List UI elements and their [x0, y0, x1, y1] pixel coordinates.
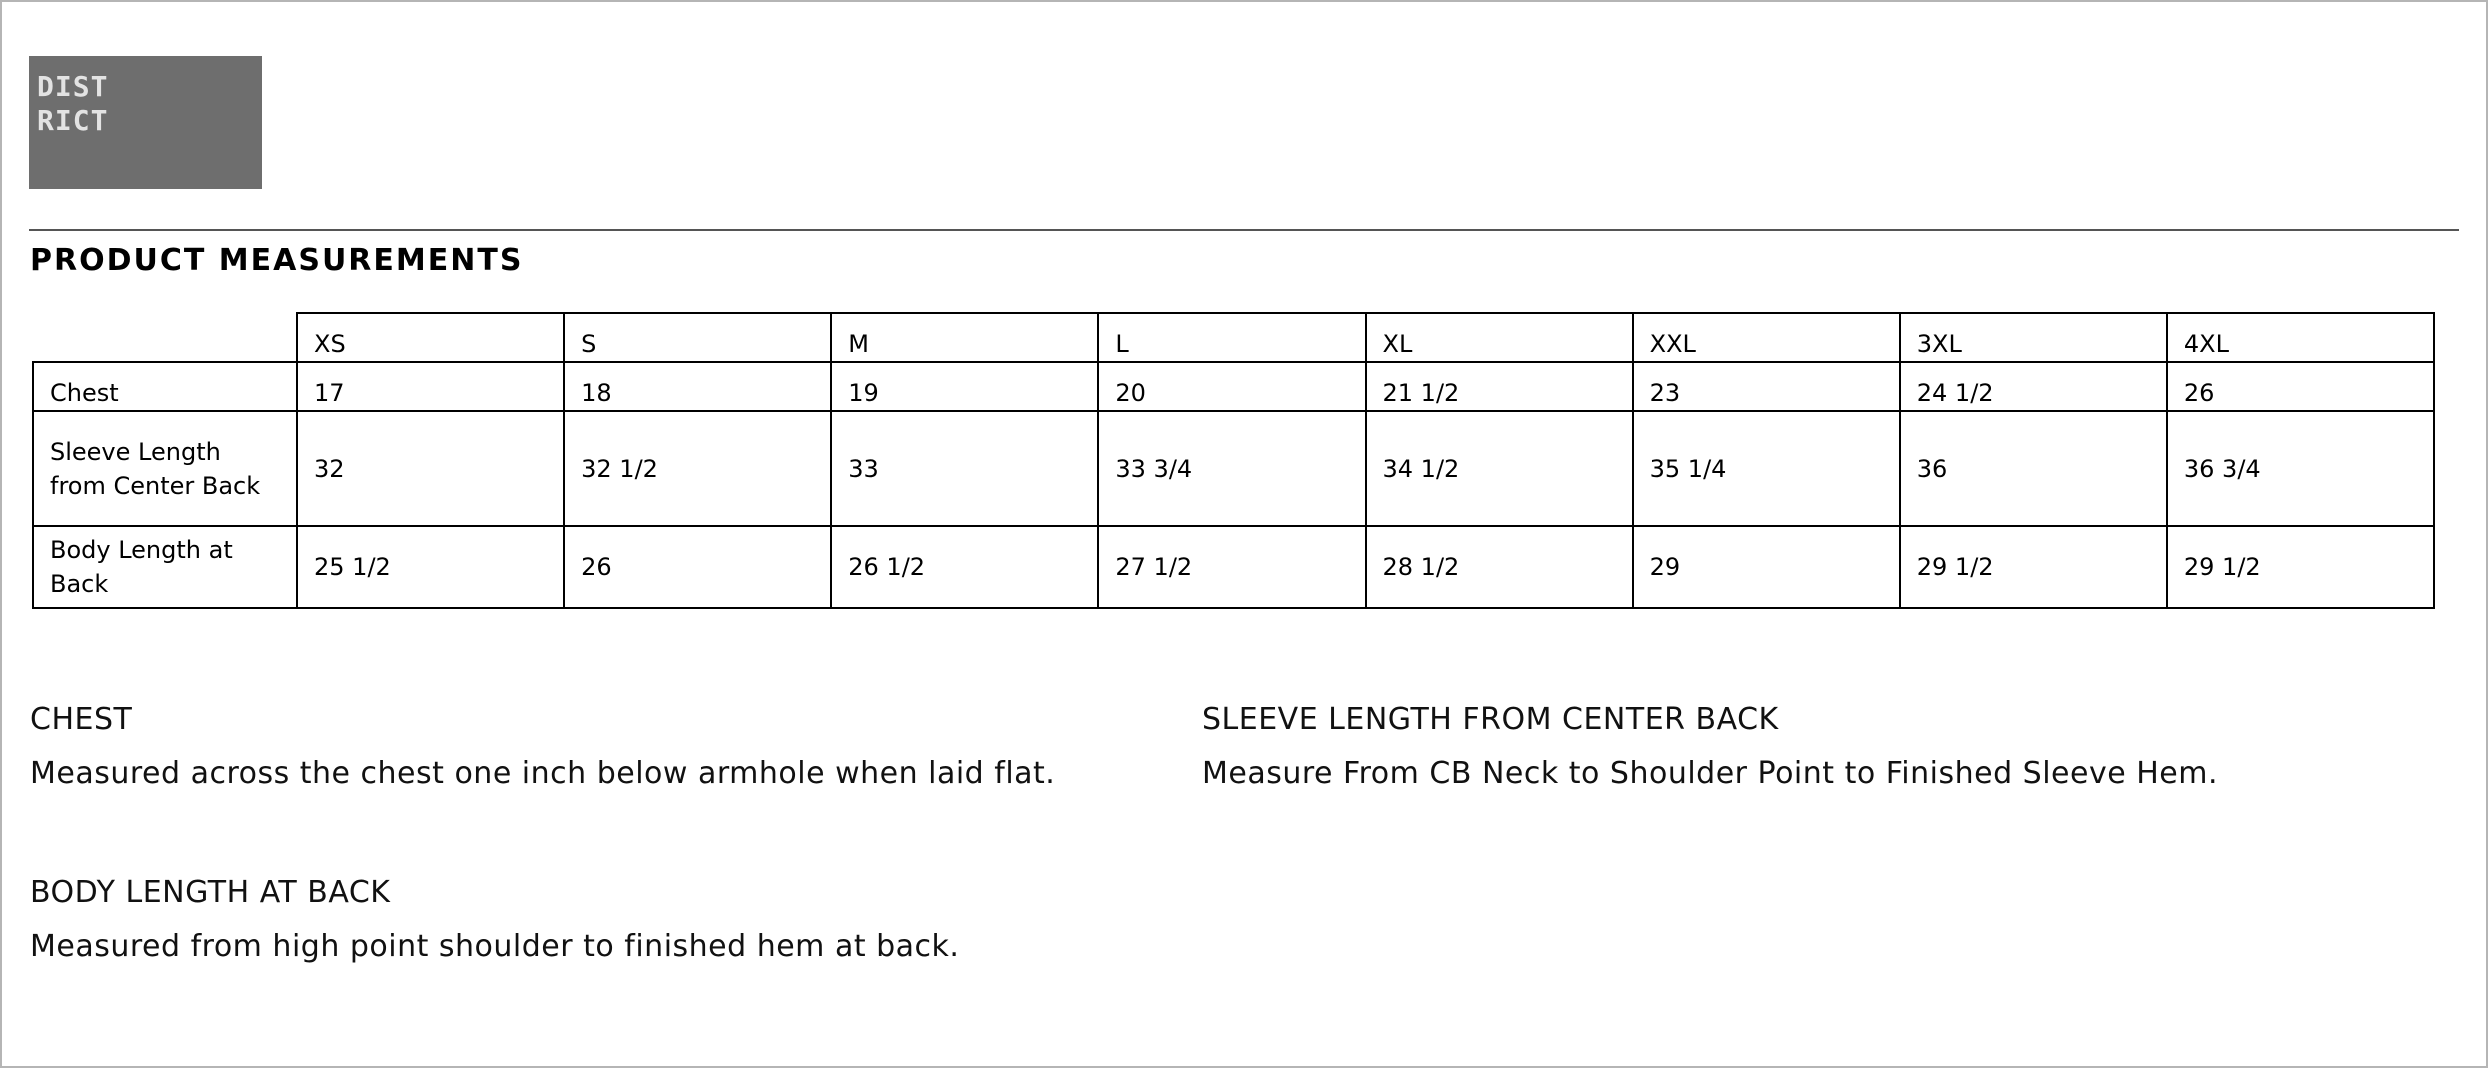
- table-cell: 26: [2167, 362, 2434, 411]
- size-header-xs: XS: [297, 313, 564, 362]
- table-cell: 29 1/2: [1900, 526, 2167, 608]
- table-cell: 33: [831, 411, 1098, 526]
- header-divider: [29, 229, 2459, 231]
- size-header-xl: XL: [1366, 313, 1633, 362]
- table-cell: 34 1/2: [1366, 411, 1633, 526]
- table-cell: 17: [297, 362, 564, 411]
- table-cell: 26 1/2: [831, 526, 1098, 608]
- size-header-xxl: XXL: [1633, 313, 1900, 362]
- table-cell: 24 1/2: [1900, 362, 2167, 411]
- table-cell: 29: [1633, 526, 1900, 608]
- table-cell: 28 1/2: [1366, 526, 1633, 608]
- table-row: [33, 526, 2434, 608]
- table-cell: 36 3/4: [2167, 411, 2434, 526]
- table-header-row: [33, 313, 2434, 362]
- table-corner-cell: [33, 313, 297, 362]
- table-cell: 23: [1633, 362, 1900, 411]
- size-header-3xl: 3XL: [1900, 313, 2167, 362]
- table-cell: 21 1/2: [1366, 362, 1633, 411]
- table-cell: 19: [831, 362, 1098, 411]
- size-header-s: S: [564, 313, 831, 362]
- table-cell: 25 1/2: [297, 526, 564, 608]
- sleeve-definition-text: Measure From CB Neck to Shoulder Point to Finished Sleeve Hem.: [1202, 756, 2218, 791]
- table-cell: 36: [1900, 411, 2167, 526]
- table-cell: 29 1/2: [2167, 526, 2434, 608]
- brand-logo: [29, 56, 262, 189]
- table-cell: 20: [1098, 362, 1365, 411]
- body-length-definition-text: Measured from high point shoulder to finished hem at back.: [30, 929, 960, 964]
- table-cell: 26: [564, 526, 831, 608]
- logo-wordmark: DIST RICT: [37, 70, 109, 137]
- chest-definition-text: Measured across the chest one inch below armhole when laid flat.: [30, 756, 1056, 791]
- table-cell: 32 1/2: [564, 411, 831, 526]
- row-label-sleeve-length: Sleeve Length from Center Back: [33, 411, 297, 526]
- size-header-m: M: [831, 313, 1098, 362]
- table-row: [33, 362, 2434, 411]
- table-cell: 33 3/4: [1098, 411, 1365, 526]
- table-row: [33, 411, 2434, 526]
- page-title: PRODUCT MEASUREMENTS: [30, 243, 524, 278]
- body-length-definition-title: BODY LENGTH AT BACK: [30, 875, 391, 910]
- table-cell: 35 1/4: [1633, 411, 1900, 526]
- table-cell: 32: [297, 411, 564, 526]
- chest-definition-title: CHEST: [30, 702, 133, 737]
- table-cell: 18: [564, 362, 831, 411]
- row-label-chest: Chest: [33, 362, 297, 411]
- size-header-4xl: 4XL: [2167, 313, 2434, 362]
- sleeve-definition-title: SLEEVE LENGTH FROM CENTER BACK: [1202, 702, 1779, 737]
- size-chart-table: [32, 312, 2435, 609]
- table-cell: 27 1/2: [1098, 526, 1365, 608]
- row-label-body-length: Body Length at Back: [33, 526, 297, 608]
- size-header-l: L: [1098, 313, 1365, 362]
